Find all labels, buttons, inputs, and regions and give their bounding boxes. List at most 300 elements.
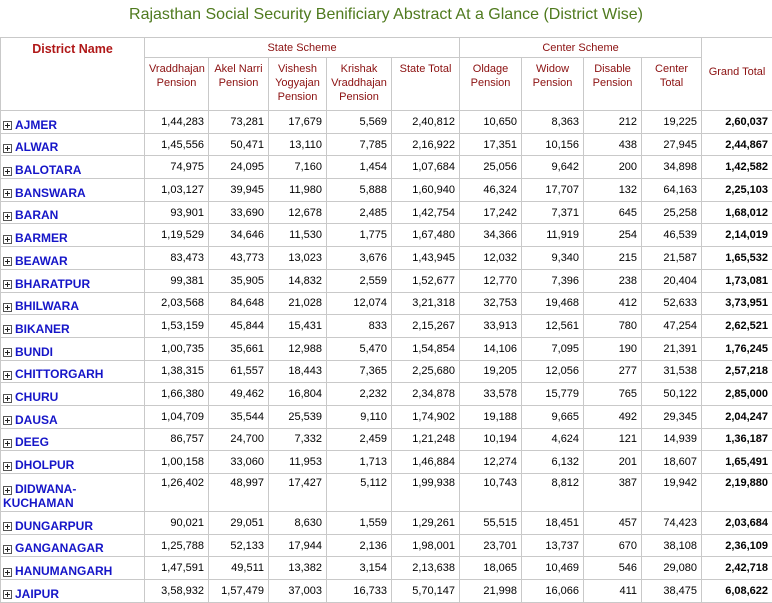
value-cell: 19,942 [642,474,702,512]
value-cell: 45,844 [209,315,269,338]
expand-icon[interactable] [3,486,12,495]
value-cell: 12,561 [522,315,584,338]
value-cell: 2,40,812 [392,111,460,134]
value-cell: 74,423 [642,512,702,535]
district-link[interactable]: BUNDI [15,345,53,359]
expand-icon[interactable] [3,325,12,334]
value-cell: 52,633 [642,292,702,315]
value-cell: 780 [584,315,642,338]
value-cell: 1,26,402 [145,474,209,512]
grand-total-cell: 2,44,867 [702,133,772,156]
district-cell [1,224,145,247]
value-cell: 238 [584,269,642,292]
col-header-state-total: State Total [392,58,460,111]
grand-total-cell: 2,19,880 [702,474,772,512]
value-cell: 2,559 [327,269,392,292]
grand-total-cell: 2,03,684 [702,512,772,535]
value-cell: 765 [584,383,642,406]
district-link[interactable]: BALOTARA [15,163,81,177]
value-cell: 11,530 [269,224,327,247]
value-cell: 50,471 [209,133,269,156]
table-row [1,269,772,292]
district-name-header: District Name [1,38,145,111]
value-cell: 90,021 [145,512,209,535]
value-cell: 2,232 [327,383,392,406]
value-cell: 46,539 [642,224,702,247]
value-cell: 277 [584,360,642,383]
district-cell [1,405,145,428]
value-cell: 190 [584,337,642,360]
table-row [1,337,772,360]
grand-total-cell: 2,25,103 [702,179,772,202]
value-cell: 18,451 [522,512,584,535]
value-cell: 457 [584,512,642,535]
value-cell: 12,678 [269,201,327,224]
district-link[interactable]: ALWAR [15,140,58,154]
grand-total-cell: 2,62,521 [702,315,772,338]
value-cell: 43,773 [209,247,269,270]
table-row [1,428,772,451]
expand-icon[interactable] [3,189,12,198]
value-cell: 3,676 [327,247,392,270]
district-cell [1,534,145,557]
value-cell: 1,713 [327,451,392,474]
expand-icon[interactable] [3,371,12,380]
value-cell: 3,58,932 [145,580,209,603]
expand-icon[interactable] [3,212,12,221]
value-cell: 55,515 [460,512,522,535]
value-cell: 1,45,556 [145,133,209,156]
value-cell: 35,905 [209,269,269,292]
value-cell: 73,281 [209,111,269,134]
grand-total-cell: 2,57,218 [702,360,772,383]
value-cell: 48,997 [209,474,269,512]
grand-total-cell: 1,76,245 [702,337,772,360]
value-cell: 86,757 [145,428,209,451]
value-cell: 7,371 [522,201,584,224]
district-cell [1,512,145,535]
value-cell: 15,779 [522,383,584,406]
table-row [1,383,772,406]
expand-icon[interactable] [3,545,12,554]
value-cell: 1,60,940 [392,179,460,202]
grand-total-cell: 2,60,037 [702,111,772,134]
value-cell: 35,544 [209,405,269,428]
grand-total-cell: 3,73,951 [702,292,772,315]
value-cell: 23,701 [460,534,522,557]
value-cell: 6,132 [522,451,584,474]
value-cell: 2,34,878 [392,383,460,406]
value-cell: 14,939 [642,428,702,451]
district-link[interactable]: AJMER [15,118,57,132]
value-cell: 17,351 [460,133,522,156]
district-link[interactable]: CHITTORGARH [15,367,103,381]
value-cell: 21,998 [460,580,522,603]
value-cell: 5,470 [327,337,392,360]
value-cell: 1,00,735 [145,337,209,360]
expand-icon[interactable] [3,522,12,531]
value-cell: 1,66,380 [145,383,209,406]
expand-icon[interactable] [3,144,12,153]
center-scheme-header: Center Scheme [460,38,702,58]
value-cell: 18,065 [460,557,522,580]
grand-total-cell: 1,68,012 [702,201,772,224]
value-cell: 31,538 [642,360,702,383]
grand-total-cell: 2,14,019 [702,224,772,247]
value-cell: 387 [584,474,642,512]
value-cell: 16,733 [327,580,392,603]
district-link[interactable]: JAIPUR [15,587,59,601]
value-cell: 34,366 [460,224,522,247]
district-cell [1,383,145,406]
value-cell: 49,511 [209,557,269,580]
value-cell: 19,205 [460,360,522,383]
value-cell: 10,469 [522,557,584,580]
grand-total-cell: 1,65,491 [702,451,772,474]
value-cell: 9,642 [522,156,584,179]
value-cell: 19,468 [522,292,584,315]
value-cell: 11,919 [522,224,584,247]
district-cell [1,133,145,156]
value-cell: 21,587 [642,247,702,270]
table-body [1,111,772,603]
value-cell: 84,648 [209,292,269,315]
value-cell: 29,051 [209,512,269,535]
value-cell: 1,775 [327,224,392,247]
value-cell: 17,427 [269,474,327,512]
value-cell: 833 [327,315,392,338]
table-row [1,405,772,428]
expand-icon[interactable] [3,280,12,289]
value-cell: 8,630 [269,512,327,535]
district-cell [1,269,145,292]
table-row [1,133,772,156]
value-cell: 17,707 [522,179,584,202]
value-cell: 9,340 [522,247,584,270]
value-cell: 24,700 [209,428,269,451]
value-cell: 9,110 [327,405,392,428]
value-cell: 1,44,283 [145,111,209,134]
value-cell: 34,898 [642,156,702,179]
district-link[interactable]: BARAN [15,208,58,222]
value-cell: 25,258 [642,201,702,224]
value-cell: 546 [584,557,642,580]
district-link[interactable]: BHILWARA [15,299,79,313]
state-scheme-header: State Scheme [145,38,460,58]
grand-total-cell: 1,42,582 [702,156,772,179]
col-header-vraddhajan: Vraddhajan Pension [145,58,209,111]
value-cell: 10,156 [522,133,584,156]
value-cell: 52,133 [209,534,269,557]
grand-total-cell: 2,42,718 [702,557,772,580]
table-row [1,451,772,474]
value-cell: 7,365 [327,360,392,383]
value-cell: 27,945 [642,133,702,156]
expand-icon[interactable] [3,235,12,244]
district-link[interactable]: CHURU [15,390,58,404]
district-cell [1,360,145,383]
value-cell: 1,42,754 [392,201,460,224]
district-link[interactable]: GANGANAGAR [15,541,104,555]
value-cell: 19,188 [460,405,522,428]
value-cell: 212 [584,111,642,134]
district-link[interactable]: DAUSA [15,413,58,427]
district-link[interactable]: HANUMANGARH [15,564,112,578]
grand-total-header: Grand Total [702,38,772,111]
district-link[interactable]: BANSWARA [15,186,86,200]
value-cell: 25,056 [460,156,522,179]
value-cell: 200 [584,156,642,179]
value-cell: 49,462 [209,383,269,406]
value-cell: 1,38,315 [145,360,209,383]
value-cell: 1,46,884 [392,451,460,474]
value-cell: 121 [584,428,642,451]
value-cell: 2,16,922 [392,133,460,156]
expand-icon[interactable] [3,257,12,266]
value-cell: 7,785 [327,133,392,156]
district-link[interactable]: BHARATPUR [15,277,90,291]
expand-icon[interactable] [3,416,12,425]
table-row [1,292,772,315]
value-cell: 8,363 [522,111,584,134]
page-title: Rajasthan Social Security Benificiary Abstract At a Glance (District Wise) [0,6,772,24]
value-cell: 5,112 [327,474,392,512]
value-cell: 2,136 [327,534,392,557]
table-row [1,201,772,224]
col-header-akel-narri: Akel Narri Pension [209,58,269,111]
district-link[interactable]: DIDWANA-KUCHAMAN [3,482,76,510]
value-cell: 1,54,854 [392,337,460,360]
value-cell: 33,578 [460,383,522,406]
table-row [1,534,772,557]
value-cell: 15,431 [269,315,327,338]
grand-total-cell: 1,36,187 [702,428,772,451]
value-cell: 38,108 [642,534,702,557]
value-cell: 29,080 [642,557,702,580]
table-row [1,580,772,603]
district-cell [1,156,145,179]
value-cell: 8,812 [522,474,584,512]
district-cell [1,201,145,224]
value-cell: 12,032 [460,247,522,270]
value-cell: 38,475 [642,580,702,603]
col-header-center-total: Center Total [642,58,702,111]
district-cell [1,247,145,270]
value-cell: 19,225 [642,111,702,134]
value-cell: 14,106 [460,337,522,360]
value-cell: 3,21,318 [392,292,460,315]
table-row [1,247,772,270]
value-cell: 1,559 [327,512,392,535]
expand-icon[interactable] [3,121,12,130]
value-cell: 1,07,684 [392,156,460,179]
value-cell: 12,988 [269,337,327,360]
value-cell: 34,646 [209,224,269,247]
district-cell [1,451,145,474]
value-cell: 17,679 [269,111,327,134]
table-row [1,474,772,512]
col-header-krishak-vraddhajan: Krishak Vraddhajan Pension [327,58,392,111]
value-cell: 5,569 [327,111,392,134]
value-cell: 47,254 [642,315,702,338]
value-cell: 9,665 [522,405,584,428]
district-cell [1,111,145,134]
table-row [1,557,772,580]
value-cell: 1,98,001 [392,534,460,557]
value-cell: 2,03,568 [145,292,209,315]
value-cell: 12,056 [522,360,584,383]
district-link[interactable]: DUNGARPUR [15,519,93,533]
district-link[interactable]: BARMER [15,231,68,245]
value-cell: 93,901 [145,201,209,224]
col-header-vishesh-yogyajan: Vishesh Yogyajan Pension [269,58,327,111]
district-table [0,37,772,603]
grand-total-cell: 2,85,000 [702,383,772,406]
value-cell: 17,944 [269,534,327,557]
value-cell: 29,345 [642,405,702,428]
value-cell: 20,404 [642,269,702,292]
col-header-oldage: Oldage Pension [460,58,522,111]
district-link[interactable]: BIKANER [15,322,70,336]
value-cell: 201 [584,451,642,474]
value-cell: 1,25,788 [145,534,209,557]
grand-total-cell: 6,08,622 [702,580,772,603]
value-cell: 13,382 [269,557,327,580]
value-cell: 1,03,127 [145,179,209,202]
value-cell: 5,888 [327,179,392,202]
value-cell: 18,607 [642,451,702,474]
value-cell: 1,00,158 [145,451,209,474]
table-row [1,111,772,134]
value-cell: 37,003 [269,580,327,603]
value-cell: 46,324 [460,179,522,202]
value-cell: 1,19,529 [145,224,209,247]
value-cell: 10,194 [460,428,522,451]
grand-total-cell: 1,73,081 [702,269,772,292]
value-cell: 2,485 [327,201,392,224]
district-cell [1,292,145,315]
grand-total-cell: 2,36,109 [702,534,772,557]
district-cell [1,428,145,451]
value-cell: 13,737 [522,534,584,557]
value-cell: 21,391 [642,337,702,360]
value-cell: 1,67,480 [392,224,460,247]
col-header-disable: Disable Pension [584,58,642,111]
value-cell: 411 [584,580,642,603]
value-cell: 1,454 [327,156,392,179]
district-cell [1,580,145,603]
value-cell: 11,980 [269,179,327,202]
expand-icon[interactable] [3,348,12,357]
value-cell: 13,110 [269,133,327,156]
value-cell: 7,160 [269,156,327,179]
expand-icon[interactable] [3,439,12,448]
value-cell: 7,332 [269,428,327,451]
district-link[interactable]: DHOLPUR [15,458,74,472]
expand-icon[interactable] [3,568,12,577]
value-cell: 438 [584,133,642,156]
table-row [1,224,772,247]
value-cell: 16,804 [269,383,327,406]
value-cell: 35,661 [209,337,269,360]
district-cell [1,315,145,338]
district-cell [1,179,145,202]
grand-total-cell: 2,04,247 [702,405,772,428]
value-cell: 33,913 [460,315,522,338]
value-cell: 12,274 [460,451,522,474]
value-cell: 1,43,945 [392,247,460,270]
value-cell: 1,21,248 [392,428,460,451]
value-cell: 412 [584,292,642,315]
value-cell: 4,624 [522,428,584,451]
table-row [1,512,772,535]
value-cell: 2,13,638 [392,557,460,580]
value-cell: 670 [584,534,642,557]
district-cell [1,337,145,360]
col-header-widow: Widow Pension [522,58,584,111]
table-row [1,179,772,202]
value-cell: 18,443 [269,360,327,383]
value-cell: 5,70,147 [392,580,460,603]
table-row [1,360,772,383]
value-cell: 17,242 [460,201,522,224]
expand-icon[interactable] [3,394,12,403]
value-cell: 2,25,680 [392,360,460,383]
district-link[interactable]: DEEG [15,435,49,449]
value-cell: 7,396 [522,269,584,292]
expand-icon[interactable] [3,462,12,471]
value-cell: 24,095 [209,156,269,179]
value-cell: 64,163 [642,179,702,202]
value-cell: 39,945 [209,179,269,202]
value-cell: 215 [584,247,642,270]
value-cell: 12,770 [460,269,522,292]
value-cell: 10,650 [460,111,522,134]
value-cell: 645 [584,201,642,224]
value-cell: 11,953 [269,451,327,474]
district-link[interactable]: BEAWAR [15,254,68,268]
grand-total-cell: 1,65,532 [702,247,772,270]
value-cell: 16,066 [522,580,584,603]
value-cell: 492 [584,405,642,428]
table-row [1,315,772,338]
value-cell: 2,15,267 [392,315,460,338]
value-cell: 50,122 [642,383,702,406]
value-cell: 7,095 [522,337,584,360]
value-cell: 33,060 [209,451,269,474]
value-cell: 33,690 [209,201,269,224]
value-cell: 21,028 [269,292,327,315]
value-cell: 1,29,261 [392,512,460,535]
district-cell [1,557,145,580]
value-cell: 1,74,902 [392,405,460,428]
value-cell: 1,47,591 [145,557,209,580]
expand-icon[interactable] [3,303,12,312]
value-cell: 1,04,709 [145,405,209,428]
value-cell: 12,074 [327,292,392,315]
district-cell [1,474,145,512]
value-cell: 10,743 [460,474,522,512]
value-cell: 1,52,677 [392,269,460,292]
expand-icon[interactable] [3,167,12,176]
value-cell: 254 [584,224,642,247]
value-cell: 13,023 [269,247,327,270]
value-cell: 1,99,938 [392,474,460,512]
value-cell: 99,381 [145,269,209,292]
value-cell: 83,473 [145,247,209,270]
value-cell: 74,975 [145,156,209,179]
value-cell: 2,459 [327,428,392,451]
